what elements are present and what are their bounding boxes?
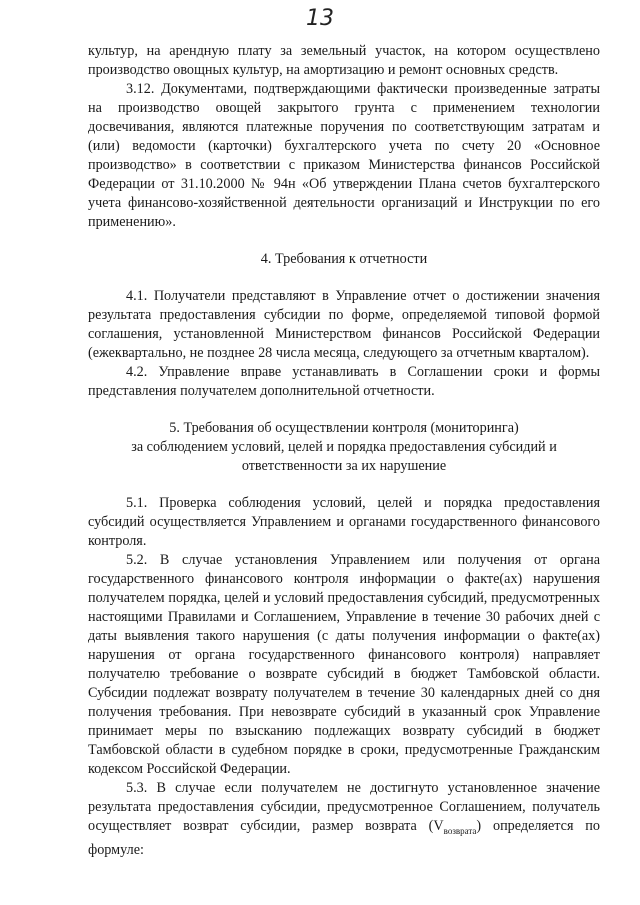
paragraph-3-12: 3.12. Документами, подтверждающими фактически произведенные затраты на производство овощей закрытого грунта с применением технологии досвечивания, являются платежные поручения по соответствующим затратам и (или) ведомости (карточки) бухгалтерского учета по счету 20 «Основное производство» в соответствии с приказом Министерства финансов Российской Федерации от 31.10.2000 № 94н «Об утверждении Плана счетов бухгалтерского учета финансово-хозяйственной деятельности организаций и Инструкции по его применению». [88, 81, 600, 230]
paragraph-5-3-end: ) определяется по формуле: [88, 818, 600, 858]
paragraph-5-2: 5.2. В случае установления Управлением или получения от органа государственного финансового контроля информации о факте(ах) нарушения получателем порядка, целей и условий предоставления субсидий, предусмотренных настоящими Правилами и Соглашением, Управление в течение 30 рабочих дней с даты выявления такого нарушения (с даты получения информации о факте(ах) нарушения от органа государственного финансового контроля) направляет получателю требование о возврате субсидий в бюджет Тамбовской области. Субсидии подлежат возврату получателем в течение 30 календарных дней со дня получения требования. При невозврате субсидий в указанный срок Управление принимает меры по взысканию подлежащих возврату субсидий в бюджет Тамбовской области в судебном порядке в сроки, предусмотренные Гражданским кодексом Российской Федерации. [88, 552, 600, 777]
paragraph-continuation: культур, на арендную плату за земельный участок, на котором осуществлено производство овощных культур, на амортизацию и ремонт основных средств. [88, 43, 600, 78]
paragraph-5-3-subscript: возврата [443, 825, 477, 836]
paragraph-4-2: 4.2. Управление вправе устанавливать в Соглашении сроки и формы представления получателем дополнительной отчетности. [88, 364, 600, 399]
paragraph-4-1: 4.1. Получатели представляют в Управление отчет о достижении значения результата предоставления субсидии по форме, определяемой типовой формой соглашения, установленной Министерством финансов Российской Федерации (ежеквартально, не позднее 28 числа месяца, следующего за отчетным кварталом). [88, 288, 600, 361]
section-4-title: 4. Требования к отчетности [260, 251, 428, 267]
section-5-title-line2: за соблюдением условий, целей и порядка предоставления субсидий и [131, 439, 557, 455]
paragraph-5-3-main: 5.3. В случае если получателем не достигнуто установленное значение результата предоставления субсидии, предусмотренное Соглашением, получатель осуществляет возврат субсидии, размер возврата (V [88, 780, 600, 834]
paragraph-5-3 [88, 779, 600, 860]
paragraph-5-1: 5.1. Проверка соблюдения условий, целей и порядка предоставления субсидий осуществляется Управлением и органами государственного финансового контроля. [88, 495, 600, 549]
section-5-title-line1: 5. Требования об осуществлении контроля (мониторинга) [169, 420, 519, 436]
document-body [88, 42, 600, 860]
section-5-title-line3: ответственности за их нарушение [241, 458, 447, 474]
page-number: 13 [306, 6, 334, 31]
